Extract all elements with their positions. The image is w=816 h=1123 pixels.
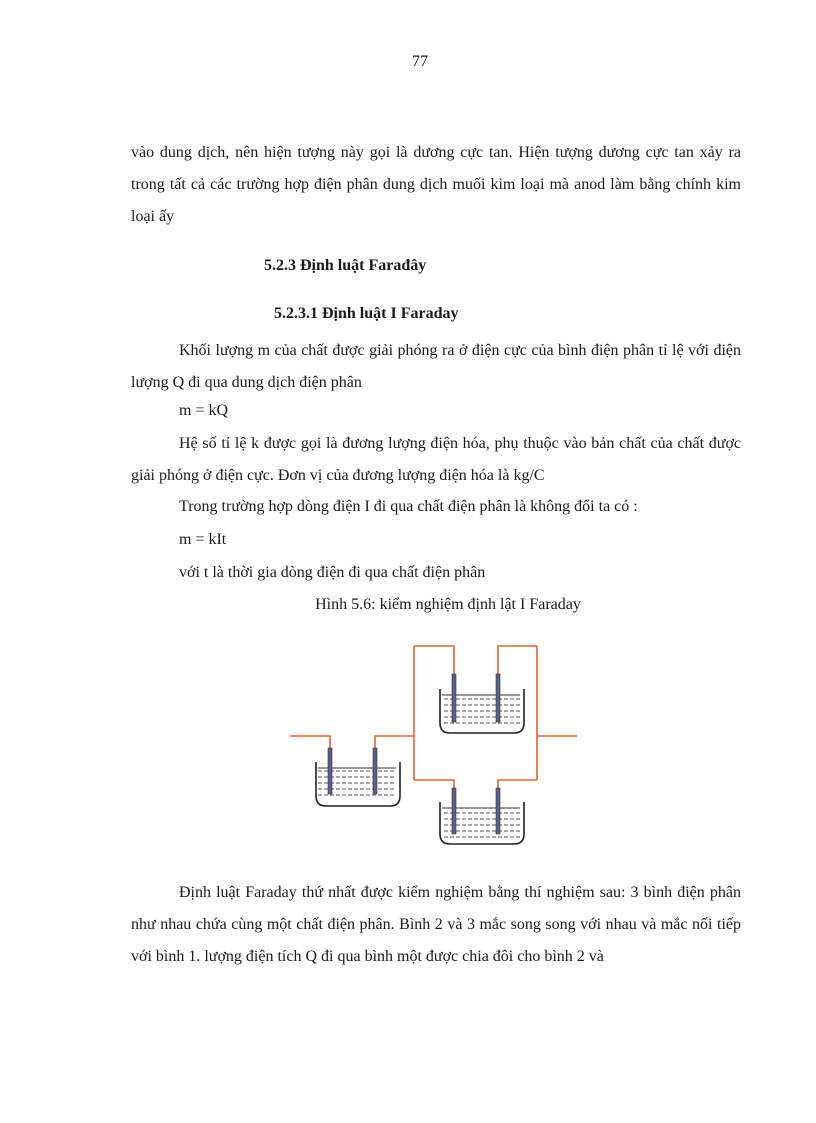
line-constant-current: Trong trường hợp dòng điện I đi qua chất điện phân là không đổi ta có : xyxy=(179,498,638,515)
paragraph-continuation: vào dung dịch, nên hiện tượng này gọi là dương cực tan. Hiện tượng dương cực tan xảy ra trong tất cả các trường hợp điện phân dung dịch muối kim loại mà anod làm bằng chính kim loại ấy xyxy=(131,144,741,225)
subsection-heading: 5.2.3.1 Định luật I Faraday xyxy=(274,305,459,322)
figure-caption-text: Hình 5.6: kiểm nghiệm định lật I Faraday xyxy=(315,596,581,613)
wire-bath3-to-right xyxy=(498,780,537,790)
wire-junction-to-bath3 xyxy=(414,780,454,790)
wire-left-input xyxy=(290,736,330,750)
paragraph-experiment-text: Định luật Faraday thứ nhất được kiểm nghiệm bằng thí nghiệm sau: 3 bình điện phân như nhau chứa cùng một chất điện phân. Bình 2 và 3 mắc song song với nhau và mắc nối tiếp với bình 1. lượng điện tích Q đi qua bình một được chia đôi cho bình 2 và xyxy=(131,884,741,965)
electrolysis-bath-2 xyxy=(440,674,524,733)
paragraph-experiment xyxy=(131,877,741,973)
line-time: với t là thời gia dòng điện đi qua chất điện phân xyxy=(179,564,486,581)
page-number: 77 xyxy=(412,53,428,70)
bath-1-electrode-right xyxy=(373,748,377,794)
paragraph-coefficient-text: Hệ số tỉ lệ k được gọi là đương lượng điện hóa, phụ thuộc vào bản chất của chất được giải phóng ở điện cực. Đơn vị của đương lượng điện hóa là kg/C xyxy=(131,435,741,484)
section-heading: 5.2.3 Định luật Farađây xyxy=(264,257,427,274)
paragraph-mass-text: Khối lượng m của chất được giải phóng ra ở điện cực của bình điện phân tỉ lệ với điện lượng Q đi qua dung dịch điện phân xyxy=(131,342,741,391)
bath-3-electrode-left xyxy=(452,788,456,834)
wire-junction-to-bath2 xyxy=(414,646,454,675)
formula-m-kq: m = kQ xyxy=(179,402,229,419)
bath-1-electrode-left xyxy=(328,748,332,794)
wire-bath2-to-right xyxy=(498,646,537,675)
electrolysis-bath-3 xyxy=(440,788,524,844)
electrolysis-bath-1 xyxy=(316,748,400,806)
bath-2-electrode-left xyxy=(452,674,456,722)
bath-3-electrode-right xyxy=(496,788,500,834)
wire-bath1-to-junction xyxy=(375,736,414,750)
bath-2-electrode-right xyxy=(496,674,500,722)
formula-m-kit: m = kIt xyxy=(179,531,227,548)
